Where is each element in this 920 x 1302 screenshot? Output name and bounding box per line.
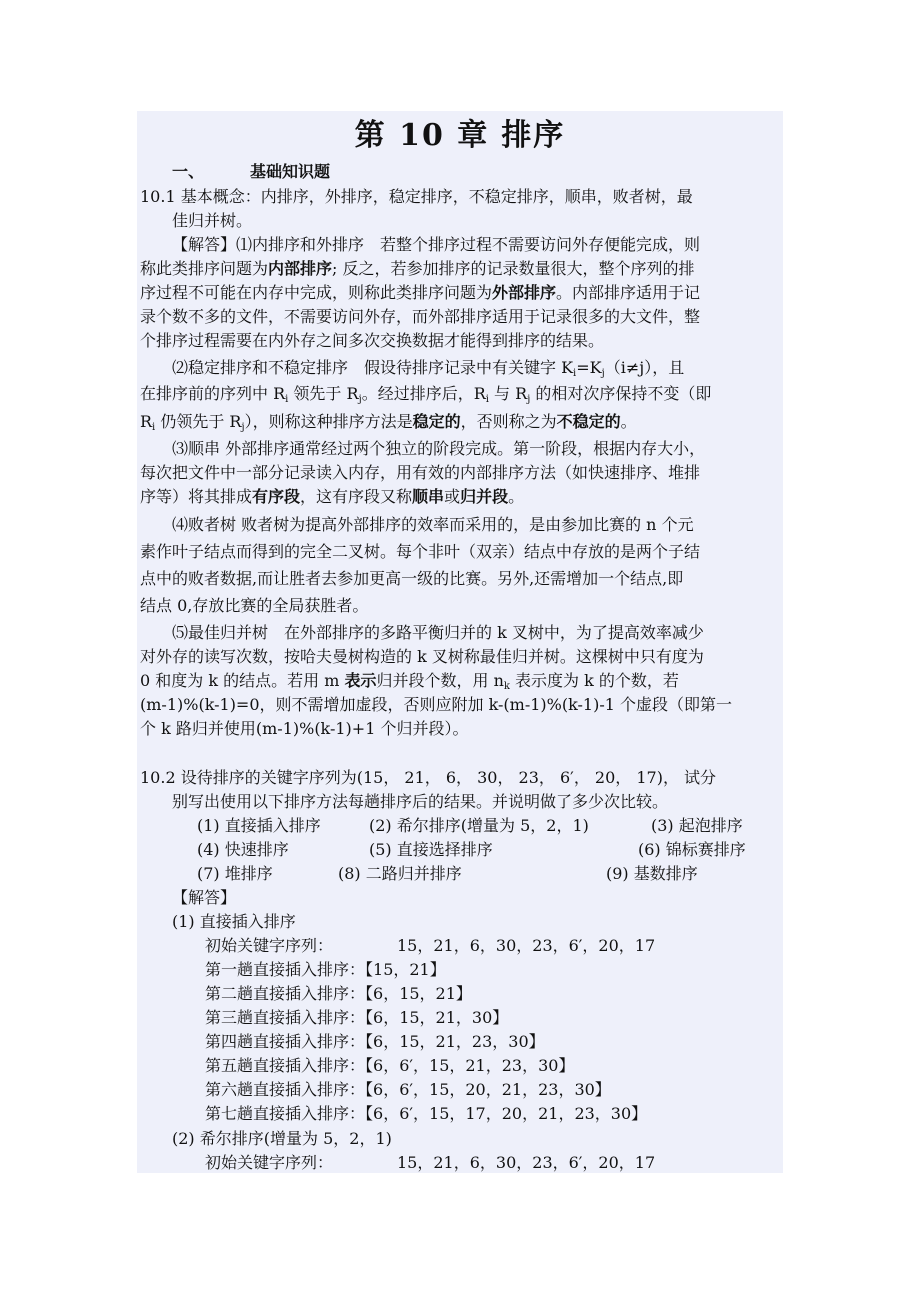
q1-p5-l4: (m-1)%(k-1)=0，则不需增加虚段，否则应附加 k-(m-1)%(k-1)-1 个虚段（即第一 — [140, 695, 733, 714]
chapter-title: 第 10 章 排序 — [354, 118, 566, 153]
method-item: (1) 直接插入排序 — [197, 816, 321, 835]
method-item: (3) 起泡排序 — [651, 816, 743, 835]
q1-line2: 佳归并树。 — [172, 211, 253, 230]
q2-line2: 别写出使用以下排序方法每趟排序后的结果。并说明做了多少次比较。 — [172, 792, 669, 811]
m2-title: (2) 希尔排序(增量为 5，2，1) — [172, 1129, 392, 1148]
q1-p3-l3: 序等）将其排成有序段，这有序段又称顺串或归并段。 — [140, 487, 525, 506]
pass-label: 初始关键字序列： — [205, 936, 334, 955]
q1-p1-l4: 录个数不多的文件，不需要访问外存，而外部排序适用于记录很多的大文件，整 — [140, 307, 701, 326]
q1-p3-l1: ⑶顺串 外部排序通常经过两个独立的阶段完成。第一阶段，根据内存大小， — [172, 439, 706, 458]
m2-init-value: 15，21，6，30，23，6′，20，17 — [397, 1153, 656, 1172]
method-item: (5) 直接选择排序 — [369, 840, 493, 859]
pass-row: 第三趟直接插入排序：【6，15，21，30】 — [205, 1008, 509, 1027]
m2-init-label: 初始关键字序列： — [205, 1153, 334, 1172]
q1-p2-l2: 在排序前的序列中 $R_i$ 领先于 $R_j$。经过排序后，$R_i$ 与 $R_j$ 的相对次序保持不变（即 — [140, 384, 712, 405]
pass-row: 第五趟直接插入排序：【6，6′，15，21，23，30】 — [205, 1056, 575, 1075]
section-heading: 一、 基础知识题 — [172, 162, 331, 181]
pass-row: 第七趟直接插入排序：【6，6′，15，17，20，21，23，30】 — [205, 1104, 648, 1123]
q1-p1-l5: 个排序过程需要在内外存之间多次交换数据才能得到排序的结果。 — [140, 331, 605, 350]
method-item: (2) 希尔排序(增量为 5，2，1) — [369, 816, 589, 835]
pass-row: 第六趟直接插入排序：【6，6′，15，20，21，23，30】 — [205, 1080, 611, 1099]
q1-p3-l2: 每次把文件中一部分记录读入内存，用有效的内部排序方法（如快速排序、堆排 — [140, 463, 701, 482]
pass-row: 第四趟直接插入排序：【6，15，21，23，30】 — [205, 1032, 545, 1051]
method-item: (4) 快速排序 — [197, 840, 289, 859]
pass-value: 15，21，6，30，23，6′，20，17 — [397, 936, 656, 955]
q1-p4-l4: 结点 0,存放比赛的全局获胜者。 — [140, 596, 369, 615]
method-item: (8) 二路归并排序 — [338, 864, 462, 883]
q1-p2-l1: ⑵稳定排序和不稳定排序 假设待排序记录中有关键字 $K_i=K_j(i\ne j)$，且 — [172, 358, 685, 379]
q2-answer-tag: 【解答】 — [172, 888, 237, 907]
q1-p4-l2: 素作叶子结点而得到的完全二叉树。每个非叶（双亲）结点中存放的是两个子结 — [140, 542, 701, 561]
q1-p1-l3: 序过程不可能在内存中完成，则称此类排序问题为外部排序。内部排序适用于记 — [140, 283, 701, 302]
pass-row: 第二趟直接插入排序：【6，15，21】 — [205, 984, 472, 1003]
q1-p2-l3: $R_i$ 仍领先于 $R_j$），则称这种排序方法是稳定的，否则称之为不稳定的。 — [140, 412, 637, 433]
q1-p5-l5: 个 k 路归并使用(m-1)%(k-1)+1 个归并段）。 — [140, 719, 469, 738]
q2-line1: 10.2 设待排序的关键字序列为(15， 21， 6， 30， 23， 6′， 20， 17)， 试分 — [140, 768, 717, 787]
q1-line1: 10.1 基本概念：内排序，外排序，稳定排序，不稳定排序，顺串，败者树，最 — [140, 187, 693, 206]
q1-p1-l2: 称此类排序问题为内部排序; 反之，若参加排序的记录数量很大，整个序列的排 — [140, 259, 695, 278]
q1-p1-l1: 【解答】⑴内排序和外排序 若整个排序过程不需要访问外存便能完成，则 — [172, 235, 701, 254]
m1-title: (1) 直接插入排序 — [172, 912, 296, 931]
q1-p4-l3: 点中的败者数据,而让胜者去参加更高一级的比赛。另外,还需增加一个结点,即 — [140, 569, 684, 588]
pass-row: 第一趟直接插入排序：【15，21】 — [205, 960, 446, 979]
q1-p4-l1: ⑷败者树 败者树为提高外部排序的效率而采用的，是由参加比赛的 n 个元 — [172, 515, 694, 534]
q1-p5-l1: ⑸最佳归并树 在外部排序的多路平衡归并的 k 叉树中，为了提高效率减少 — [172, 623, 704, 642]
method-item: (9) 基数排序 — [606, 864, 698, 883]
q1-p5-l2: 对外存的读写次数，按哈夫曼树构造的 k 叉树称最佳归并树。这棵树中只有度为 — [140, 647, 704, 666]
method-item: (6) 锦标赛排序 — [638, 840, 746, 859]
q1-p5-l3: 0 和度为 k 的结点。若用 m 表示归并段个数，用 $n_k$ 表示度为 k 的个数，若 — [140, 671, 679, 692]
method-item: (7) 堆排序 — [197, 864, 273, 883]
